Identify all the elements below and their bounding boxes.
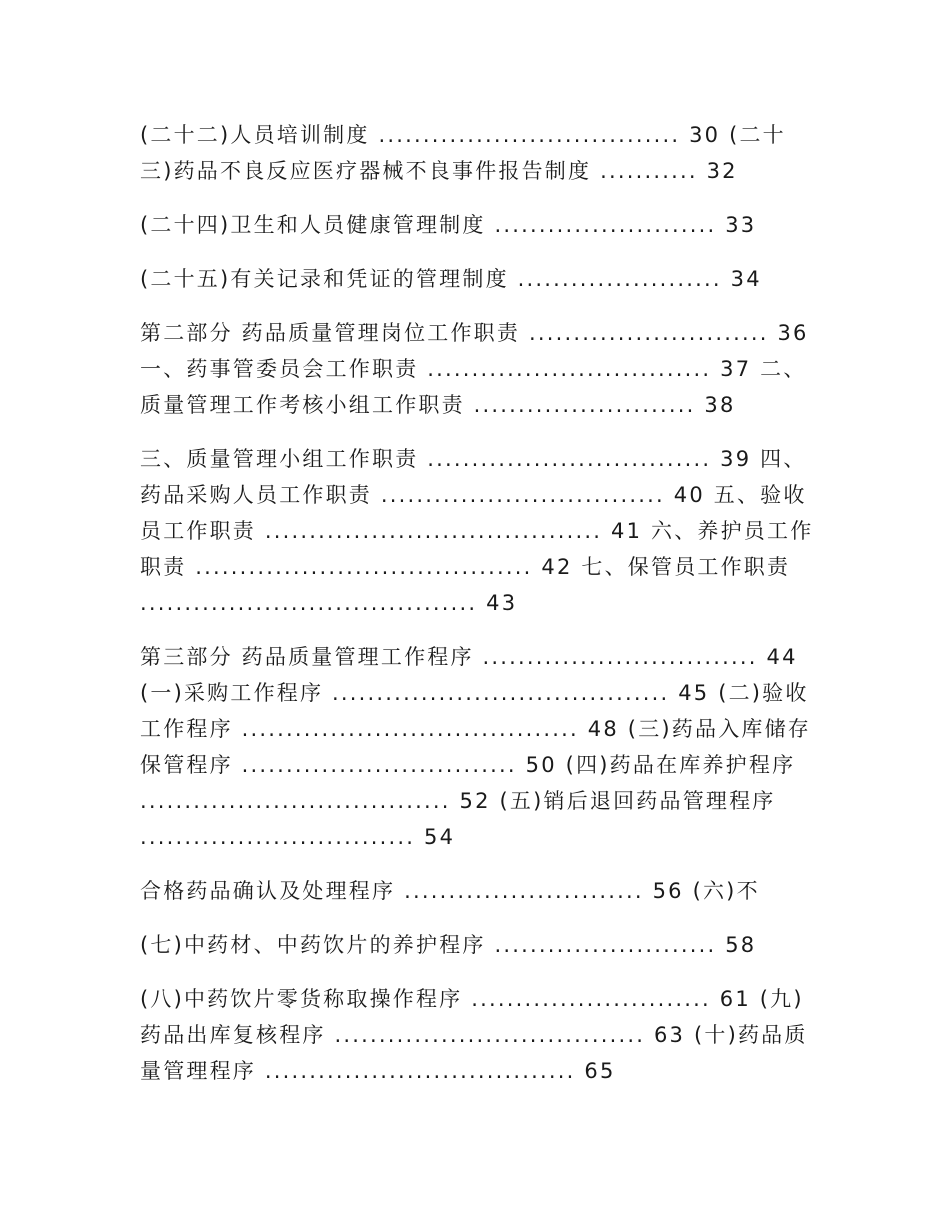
toc-line: 量管理程序 ................................... 65: [140, 1059, 616, 1083]
toc-block-9: [140, 981, 820, 1089]
toc-block-1: [140, 117, 820, 189]
toc-line: 药品采购人员工作职责 ................................ 40 五、验收: [140, 483, 807, 507]
toc-line: 第三部分 药品质量管理工作程序 ............................... 44: [140, 645, 798, 669]
toc-line: 一、药事管委员会工作职责 ................................ 37 二、: [140, 357, 807, 381]
toc-block-2: [140, 207, 820, 243]
toc-line: 药品出库复核程序 ................................... 63 (十)药品质: [140, 1023, 808, 1047]
toc-line: 员工作职责 ...................................... 41 六、养护员工作: [140, 519, 814, 543]
toc-line: 职责 ...................................... 42 七、保管员工作职责: [140, 555, 791, 579]
toc-line: 第二部分 药品质量管理岗位工作职责 ........................... 36: [140, 321, 809, 345]
toc-line: (八)中药饮片零货称取操作程序 ........................... 61 (九): [140, 987, 804, 1011]
toc-line: 三)药品不良反应医疗器械不良事件报告制度 ........... 32: [140, 159, 738, 183]
toc-line: (一)采购工作程序 ...................................... 45 (二)验收: [140, 681, 809, 705]
toc-block-8: [140, 927, 820, 963]
toc-line: ............................... 54: [140, 825, 456, 849]
toc-block-3: [140, 261, 820, 297]
table-of-contents: [140, 117, 820, 1089]
toc-line: 合格药品确认及处理程序 ........................... 56 (六)不: [140, 879, 760, 903]
toc-line: 工作程序 ...................................... 48 (三)药品入库储存: [140, 717, 811, 741]
toc-line: 质量管理工作考核小组工作职责 ......................... 38: [140, 393, 736, 417]
toc-line: 三、质量管理小组工作职责 ................................ 39 四、: [140, 447, 807, 471]
toc-line: (二十二)人员培训制度 .................................. 30 (二十: [140, 123, 786, 147]
toc-line: (七)中药材、中药饮片的养护程序 ......................... 58: [140, 933, 757, 957]
toc-block-7: [140, 873, 820, 909]
toc-line: (二十五)有关记录和凭证的管理制度 ....................... 34: [140, 267, 762, 291]
toc-block-4: [140, 315, 820, 423]
toc-line: ...................................... 43: [140, 591, 518, 615]
toc-line: 保管程序 ............................... 50 (四)药品在库养护程序: [140, 753, 796, 777]
toc-line: ................................... 52 (五)销后退回药品管理程序: [140, 789, 776, 813]
toc-block-5: [140, 441, 820, 621]
toc-line: (二十四)卫生和人员健康管理制度 ......................... 33: [140, 213, 757, 237]
toc-block-6: [140, 639, 820, 855]
